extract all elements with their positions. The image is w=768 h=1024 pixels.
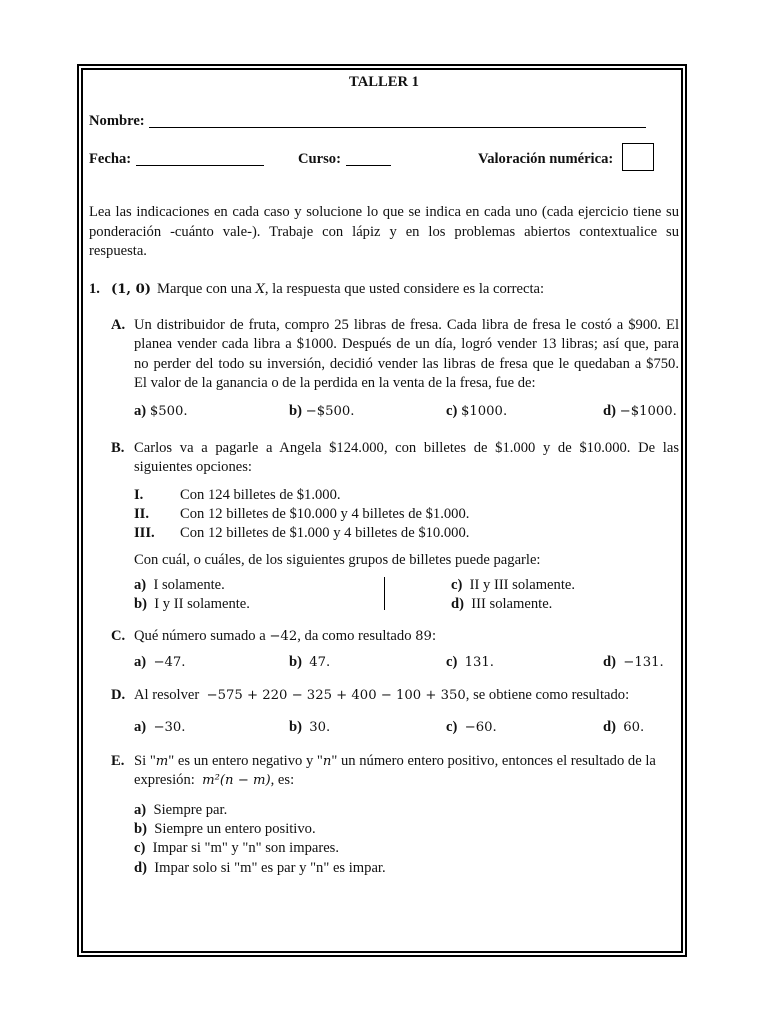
qe-line-1: Si "m" es un entero negativo y "n" un número entero positivo, entonces el resultado de la <box>134 753 656 769</box>
qb-roman-3-text: Con 12 billetes de $1.000 y 4 billetes de $10.000. <box>180 525 470 541</box>
qe-option-d[interactable]: d) Impar solo si "m" es par y "n" es impar. <box>134 860 386 876</box>
qb-option-a[interactable]: a) I solamente. <box>134 577 225 593</box>
qa-line-2: planea vender cada libra a $1000. Después de un día, logró vender 13 libras; así que, para <box>134 336 679 352</box>
qb-option-b[interactable]: b) I y II solamente. <box>134 596 250 612</box>
qd-option-b[interactable]: b) 30. <box>289 719 331 735</box>
qe-option-a[interactable]: a) Siempre par. <box>134 802 228 818</box>
qb-roman-2-text: Con 12 billetes de $10.000 y 4 billetes de $1.000. <box>180 506 470 522</box>
qb-question: Con cuál, o cuáles, de los siguientes grupos de billetes puede pagarle: <box>134 552 541 568</box>
qb-option-c[interactable]: c) II y III solamente. <box>451 577 575 593</box>
nombre-label: Nombre: <box>89 113 145 129</box>
qb-line-2: siguientes opciones: <box>134 459 252 475</box>
qc-option-b[interactable]: b) 47. <box>289 654 331 670</box>
curso-field[interactable] <box>346 151 391 166</box>
valoracion-box[interactable] <box>622 143 654 171</box>
qc-letter: C. <box>111 628 126 644</box>
qb-letter: B. <box>111 440 125 456</box>
q1-instruction-x: X <box>255 282 265 297</box>
q1-points: (1, 0) <box>111 282 152 297</box>
valoracion-label: Valoración numérica: <box>478 151 614 167</box>
fecha-field[interactable] <box>136 151 264 166</box>
qa-option-a[interactable]: a) $500. <box>134 403 188 419</box>
qe-option-b[interactable]: b) Siempre un entero positivo. <box>134 821 316 837</box>
qe-letter: E. <box>111 753 125 769</box>
qa-line-3: no perder del todo su inversión, decidió vender las libras de fresa que le quedaban a $750. <box>134 356 679 372</box>
qc-option-c[interactable]: c) 131. <box>446 654 495 670</box>
intro-line-2: ponderación -cuánto vale-). Trabaje con lápiz y en los problemas abiertos contextualice su <box>89 224 679 240</box>
qa-option-d[interactable]: d) −$1000. <box>603 403 677 419</box>
qa-option-b[interactable]: b) −$500. <box>289 403 355 419</box>
qd-letter: D. <box>111 687 126 703</box>
qa-letter: A. <box>111 317 126 333</box>
fecha-label: Fecha: <box>89 151 132 167</box>
qe-line-2: expresión: m²(n − m), es: <box>134 772 295 788</box>
qb-roman-1-text: Con 124 billetes de $1.000. <box>180 487 341 503</box>
q1-instruction <box>157 281 544 298</box>
qd-text: Al resolver −575 + 220 − 325 + 400 − 100 + 350, se obtiene como resultado: <box>134 687 630 703</box>
page-title: TALLER 1 <box>349 74 419 90</box>
qc-text: Qué número sumado a −42, da como resultado 89: <box>134 628 437 644</box>
qa-line-1: Un distribuidor de fruta, compro 25 libras de fresa. Cada libra de fresa le costó a $900. El <box>134 317 679 333</box>
qb-line-1: Carlos va a pagarle a Angela $124.000, con billetes de $1.000 y de $10.000. De las <box>134 440 679 456</box>
qd-option-c[interactable]: c) −60. <box>446 719 497 735</box>
qb-option-d[interactable]: d) III solamente. <box>451 596 553 612</box>
qa-option-c[interactable]: c) $1000. <box>446 403 508 419</box>
q1-instruction-a: Marque con una <box>157 281 252 297</box>
nombre-field[interactable] <box>149 113 646 128</box>
q1-instruction-b: , la respuesta que usted considere es la correcta: <box>264 281 545 297</box>
qb-roman-2-key: II. <box>134 506 150 522</box>
qd-option-d[interactable]: d) 60. <box>603 719 645 735</box>
qd-option-a[interactable]: a) −30. <box>134 719 186 735</box>
intro-line-3: respuesta. <box>89 243 147 259</box>
qc-option-d[interactable]: d) −131. <box>603 654 664 670</box>
qb-roman-1-key: I. <box>134 487 144 503</box>
q1-number: 1. <box>89 281 100 297</box>
qe-option-c[interactable]: c) Impar si "m" y "n" son impares. <box>134 840 340 856</box>
intro-line-1: Lea las indicaciones en cada caso y solucione lo que se indica en cada uno (cada ejercicio tiene su <box>89 204 679 220</box>
qb-divider <box>384 577 385 610</box>
qc-option-a[interactable]: a) −47. <box>134 654 186 670</box>
qa-line-4: El valor de la ganancia o de la perdida en la venta de la fresa, fue de: <box>134 375 536 391</box>
curso-label: Curso: <box>298 151 341 167</box>
qb-roman-3-key: III. <box>134 525 155 541</box>
